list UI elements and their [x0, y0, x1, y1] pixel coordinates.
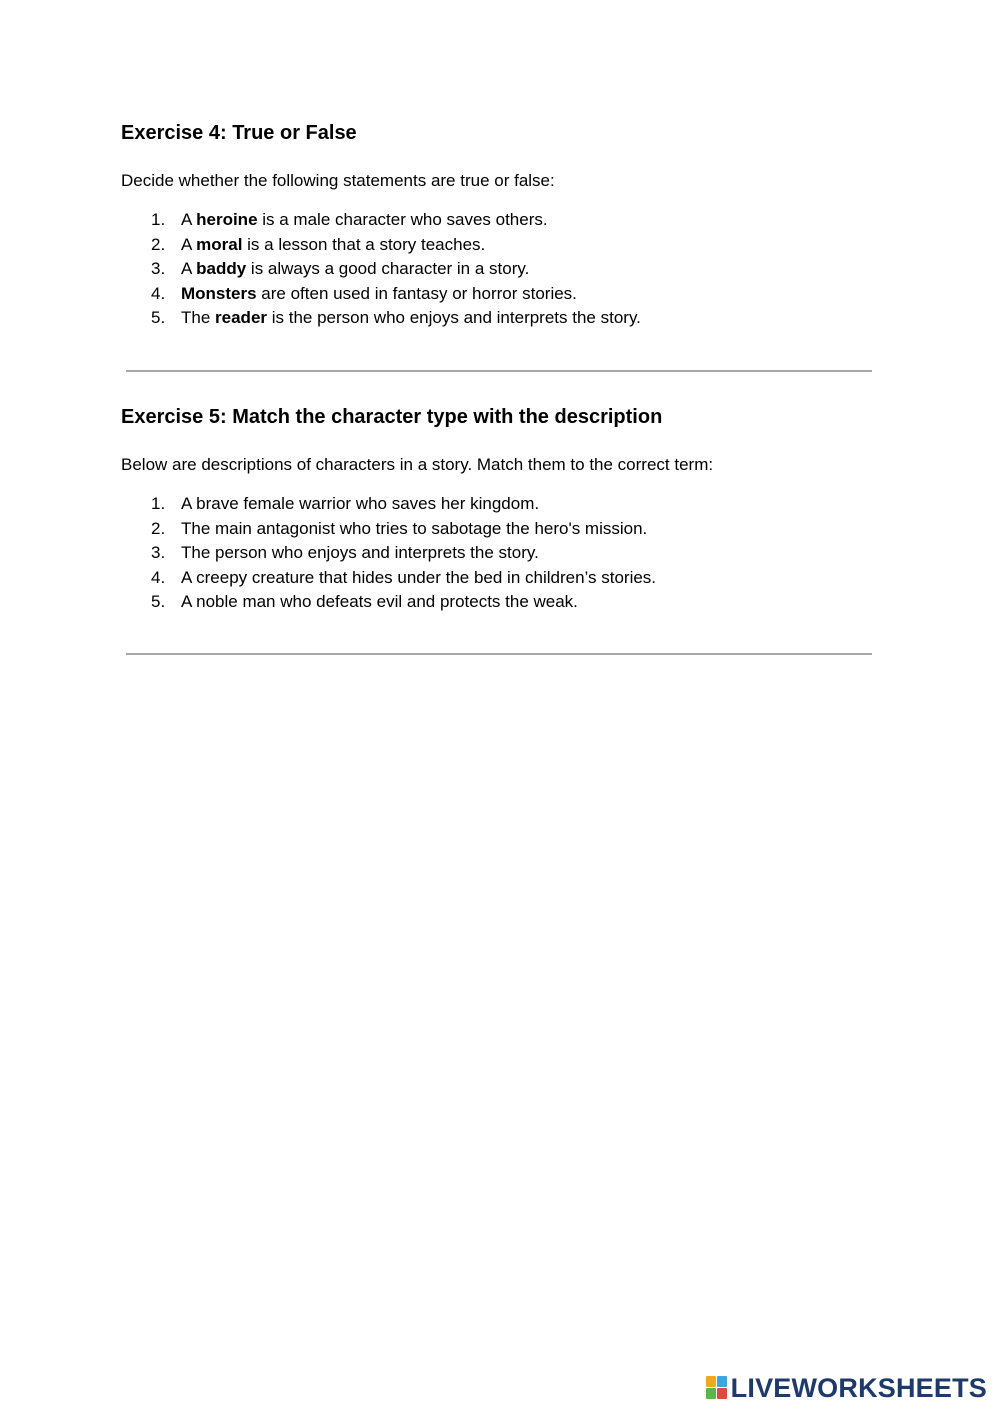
item-text: A noble man who defeats evil and protects the weak.	[181, 592, 578, 611]
exercise-5-section	[121, 402, 881, 615]
item-text: A creepy creature that hides under the bed in children’s stories.	[181, 567, 657, 587]
item-number: 5.	[151, 308, 166, 327]
logo-square-icon	[717, 1388, 727, 1399]
exercise-4-item	[121, 233, 881, 258]
item-text-pre: The	[181, 308, 216, 327]
logo-square-icon	[706, 1376, 716, 1387]
item-text-post: are often used in fantasy or horror stories.	[256, 283, 577, 303]
item-number: 1.	[151, 210, 166, 229]
liveworksheets-logo	[706, 1372, 987, 1404]
exercise-5-item	[121, 517, 881, 542]
item-text-pre: A	[181, 259, 197, 278]
exercise-4-item	[121, 282, 881, 307]
section-divider	[126, 370, 872, 372]
item-number: 2.	[151, 234, 166, 254]
exercise-4-list	[121, 208, 881, 331]
item-number: 5.	[151, 592, 166, 611]
item-text: The main antagonist who tries to sabotage the hero's mission.	[181, 518, 648, 538]
item-keyword: Monsters	[181, 283, 257, 303]
item-text: The person who enjoys and interprets the story.	[181, 543, 539, 562]
item-text-pre: A	[181, 210, 197, 229]
item-number: 4.	[151, 283, 166, 303]
liveworksheets-logo-icon	[706, 1376, 728, 1400]
exercise-4-item	[121, 306, 881, 331]
item-text-pre: A	[181, 234, 197, 254]
exercise-5-list	[121, 492, 881, 615]
item-text-post: is a lesson that a story teaches.	[242, 234, 486, 254]
item-number: 3.	[151, 543, 166, 562]
item-number: 2.	[151, 518, 166, 538]
logo-text: LIVEWORKSHEETS	[730, 1373, 987, 1403]
item-keyword: moral	[196, 234, 243, 254]
item-text-post: is a male character who saves others.	[257, 210, 548, 229]
exercise-5-item	[121, 566, 881, 591]
item-text: A brave female warrior who saves her kingdom.	[181, 494, 540, 513]
exercise-5-intro: Below are descriptions of characters in a story. Match them to the correct term:	[121, 455, 714, 474]
item-number: 1.	[151, 494, 166, 513]
logo-square-icon	[717, 1376, 727, 1387]
exercise-4-intro: Decide whether the following statements are true or false:	[121, 171, 555, 190]
item-number: 3.	[151, 259, 166, 278]
item-keyword: baddy	[196, 259, 247, 278]
item-text-post: is the person who enjoys and interprets the story.	[267, 308, 641, 327]
exercise-5-heading: Exercise 5: Match the character type with the description	[121, 406, 663, 428]
exercise-4-item	[121, 257, 881, 282]
exercise-4-section	[121, 118, 881, 331]
exercise-4-heading: Exercise 4: True or False	[121, 122, 357, 144]
section-divider	[126, 653, 872, 655]
logo-square-icon	[706, 1388, 716, 1399]
exercise-4-item	[121, 208, 881, 233]
exercise-5-item	[121, 492, 881, 517]
exercise-5-item	[121, 541, 881, 566]
item-number: 4.	[151, 567, 166, 587]
exercise-5-item	[121, 590, 881, 615]
item-keyword: reader	[215, 308, 268, 327]
item-text-post: is always a good character in a story.	[246, 259, 530, 278]
item-keyword: heroine	[196, 210, 258, 229]
